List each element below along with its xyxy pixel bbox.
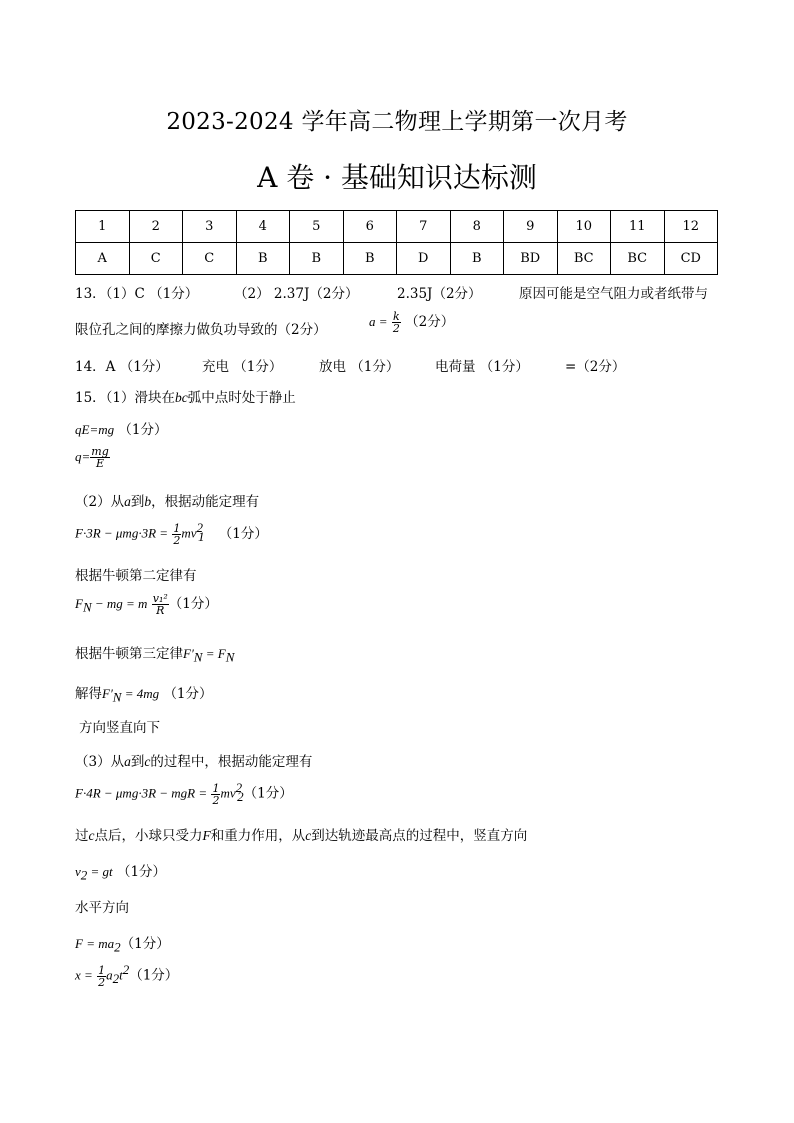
fraction-denominator: R xyxy=(156,604,165,617)
superscript: 2 xyxy=(122,962,130,977)
text: 根据牛顿第三定律 xyxy=(75,646,183,662)
answer-table-answer-row xyxy=(76,243,718,275)
q15-line6: 根据牛顿第二定律有 xyxy=(75,568,197,584)
text: 弧中点时处于静止 xyxy=(187,390,296,406)
variable: c xyxy=(88,828,95,843)
text: 到 xyxy=(130,494,145,510)
table-cell-answer: C xyxy=(129,243,183,275)
superscript: 2 xyxy=(196,520,203,535)
subscript: N xyxy=(193,649,203,665)
variable: a xyxy=(124,754,131,769)
table-cell-number: 11 xyxy=(611,211,665,243)
score: （1分） xyxy=(163,686,213,702)
variable: bc xyxy=(175,390,188,405)
formula: t xyxy=(119,967,123,983)
formula: F = ma xyxy=(75,936,115,951)
q13-formula xyxy=(369,310,454,334)
score: （1分） xyxy=(116,864,167,880)
variable: c xyxy=(305,828,312,843)
formula: = 4mg xyxy=(121,686,160,701)
subscript: N xyxy=(225,649,235,665)
formula: F·3R − μmg·3R = xyxy=(75,525,169,541)
q15-line15: 水平方向 xyxy=(75,900,129,916)
page-title: 2023-2024 学年高二物理上学期第一次月考 xyxy=(166,109,628,135)
text: ，根据动能定理有 xyxy=(151,494,260,510)
table-cell-number: 9 xyxy=(504,211,558,243)
subscript: N xyxy=(112,689,122,705)
q15-line16 xyxy=(75,932,170,956)
table-cell-number: 12 xyxy=(664,211,718,243)
q15-line5 xyxy=(75,520,268,546)
formula-rhs: mv xyxy=(220,785,236,801)
subscript: 2 xyxy=(80,867,88,883)
formula: F xyxy=(217,646,226,661)
table-cell-answer: CD xyxy=(664,243,718,275)
formula-mid: − mg = m xyxy=(91,596,148,611)
fraction xyxy=(152,593,169,616)
score: （1分） xyxy=(168,596,218,612)
fraction xyxy=(90,446,109,469)
text: （3）从 xyxy=(75,754,125,770)
q14-part2: 充电 （1分） xyxy=(202,359,283,375)
fraction xyxy=(97,965,106,988)
score: （1分） xyxy=(120,936,170,952)
table-cell-number: 7 xyxy=(397,211,451,243)
q15-line13 xyxy=(75,824,527,844)
table-cell-answer: BC xyxy=(611,243,665,275)
table-cell-answer: B xyxy=(236,243,290,275)
q15-line8 xyxy=(75,642,234,666)
q13-part2: （2） 2.37J（2分） xyxy=(234,286,359,302)
fraction xyxy=(172,523,181,546)
formula-lhs: x = xyxy=(75,967,93,983)
variable: b xyxy=(144,494,152,509)
q15-line3 xyxy=(75,446,110,469)
fraction-denominator: E xyxy=(96,457,105,470)
q15-line2 xyxy=(75,418,168,438)
formula: F·4R − μmg·3R − mgR = xyxy=(75,785,208,801)
answer-table-number-row xyxy=(76,211,718,243)
q14-part5: =（2分） xyxy=(565,359,626,375)
text: 和重力作用，从 xyxy=(210,828,306,844)
fraction-numerator: 1 xyxy=(212,781,220,795)
subscript: 2 xyxy=(114,939,121,955)
q13-part1: 13．（1）C （1分） xyxy=(75,286,199,302)
q13-part3: 2.35J（2分） xyxy=(397,286,482,302)
q15-line12 xyxy=(75,780,293,806)
fraction-denominator: 2 xyxy=(392,322,400,335)
table-cell-answer: B xyxy=(343,243,397,275)
q15-line7 xyxy=(75,592,218,616)
subscript: 1 xyxy=(198,529,205,545)
score: （1分） xyxy=(243,785,293,802)
formula-lhs: a = xyxy=(369,314,388,329)
variable: c xyxy=(144,754,151,769)
q15-line9 xyxy=(75,682,213,706)
variable: F xyxy=(202,828,211,843)
table-cell-number: 3 xyxy=(183,211,237,243)
q15-line10: 方向竖直向下 xyxy=(79,720,160,736)
text: 到 xyxy=(130,754,145,770)
q13-part4: 原因可能是空气阻力或者纸带与 xyxy=(519,286,708,302)
formula: a xyxy=(106,967,113,983)
fraction-numerator: mg xyxy=(91,445,109,458)
text: 到达轨迹最高点的过程中，竖直方向 xyxy=(311,828,528,844)
text: （2）从 xyxy=(75,494,125,510)
fraction xyxy=(392,311,401,334)
q14-part3: 放电 （1分） xyxy=(319,359,400,375)
table-cell-answer: C xyxy=(183,243,237,275)
formula: v xyxy=(75,864,81,879)
fraction-denominator: 2 xyxy=(212,793,220,807)
q15-line4 xyxy=(75,490,259,510)
q15-line17 xyxy=(75,962,178,988)
formula: qE=mg xyxy=(75,422,115,437)
fraction-numerator: 1 xyxy=(173,521,181,535)
q15-line14 xyxy=(75,860,166,884)
table-cell-answer: B xyxy=(450,243,504,275)
table-cell-number: 2 xyxy=(129,211,183,243)
table-cell-number: 6 xyxy=(343,211,397,243)
table-cell-number: 10 xyxy=(557,211,611,243)
table-cell-answer: D xyxy=(397,243,451,275)
page-subtitle: A 卷 · 基础知识达标测 xyxy=(257,161,537,194)
table-cell-number: 5 xyxy=(290,211,344,243)
q15-line11 xyxy=(75,750,312,770)
formula: F′ xyxy=(183,646,194,661)
table-cell-number: 4 xyxy=(236,211,290,243)
score: （1分） xyxy=(118,422,168,438)
table-cell-number: 8 xyxy=(450,211,504,243)
table-cell-number: 1 xyxy=(76,211,130,243)
fraction-numerator: v₁² xyxy=(152,592,168,605)
formula: = xyxy=(202,646,218,661)
formula-lhs: q= xyxy=(75,449,91,464)
formula: F′ xyxy=(102,686,113,701)
score: （1分） xyxy=(129,967,179,984)
formula-rhs: mv xyxy=(181,525,197,541)
fraction-numerator: 1 xyxy=(98,963,106,977)
q15-line1 xyxy=(75,386,296,406)
subscript: 2 xyxy=(112,971,120,987)
answer-table xyxy=(75,210,718,275)
score: （2分） xyxy=(405,314,455,330)
superscript: 2 xyxy=(235,780,243,795)
fraction-denominator: 2 xyxy=(98,975,106,989)
table-cell-answer: A xyxy=(76,243,130,275)
fraction-numerator: k xyxy=(392,310,400,323)
text: 过 xyxy=(75,828,89,844)
fraction-denominator: 2 xyxy=(173,533,181,547)
text: 点后，小球只受力 xyxy=(94,828,203,844)
variable: a xyxy=(124,494,131,509)
table-cell-answer: BC xyxy=(557,243,611,275)
text: 解得 xyxy=(75,686,102,702)
subscript: 2 xyxy=(237,789,244,805)
text: 15．（1）滑块在 xyxy=(75,390,176,406)
q13-line2-text: 限位孔之间的摩擦力做负功导致的（2分） xyxy=(75,322,327,338)
formula: = gt xyxy=(87,864,113,879)
formula-lhs: F xyxy=(75,596,83,611)
q14-part1: 14．A （1分） xyxy=(75,359,169,375)
score: （1分） xyxy=(218,525,268,542)
table-cell-answer: B xyxy=(290,243,344,275)
text: 的过程中，根据动能定理有 xyxy=(150,754,313,770)
q14-part4: 电荷量 （1分） xyxy=(435,359,529,375)
subscript: N xyxy=(82,599,92,615)
table-cell-answer: BD xyxy=(504,243,558,275)
